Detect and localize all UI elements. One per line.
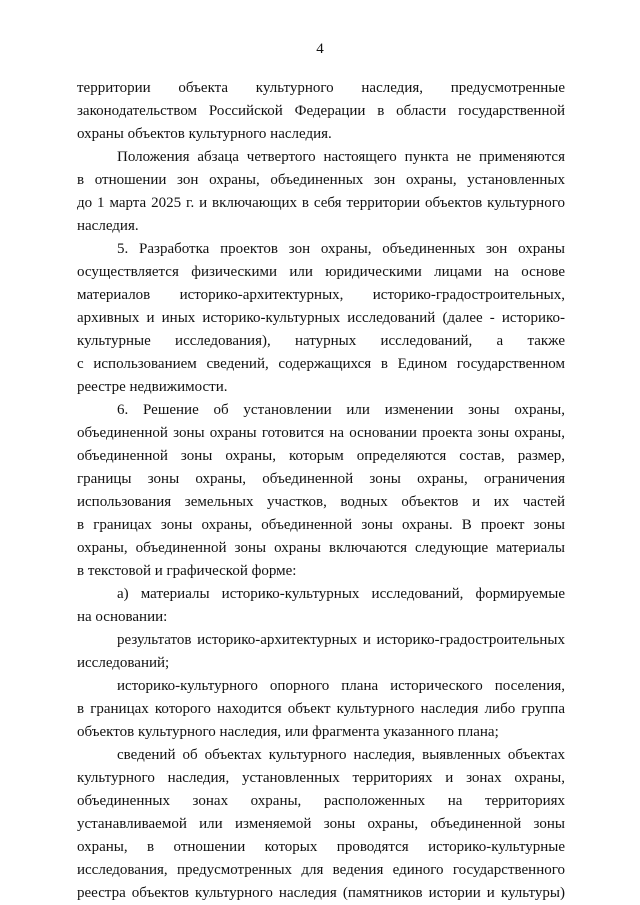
text-line: охраны, объединенной зоны охраны включаются следующие материалы xyxy=(77,540,565,556)
text-line: территории объекта культурного наследия, предусмотренные xyxy=(77,80,565,96)
text-line: а) материалы историко-культурных исследований, формируемые xyxy=(117,586,565,602)
paragraph-subitem-a xyxy=(77,583,565,629)
text-line: объединенной зоны охраны, которым определяются состав, размер, xyxy=(77,448,565,464)
text-line: культурные исследования), натурных исследований, а также xyxy=(77,333,565,349)
paragraph-item-5 xyxy=(77,238,565,399)
text-line: объединенной зоны охраны готовится на основании проекта зоны охраны, xyxy=(77,425,565,441)
text-line: реестре недвижимости. xyxy=(77,379,228,395)
text-line: в границах которого находится объект культурного наследия либо группа xyxy=(77,701,565,717)
text-line: в границах зоны охраны, объединенной зоны охраны. В проект зоны xyxy=(77,517,565,533)
text-line: результатов историко-архитектурных и историко-градостроительных xyxy=(117,632,565,648)
text-line: архивных и иных историко-культурных исследований (далее - историко- xyxy=(77,310,565,326)
text-line: до 1 марта 2025 г. и включающих в себя территории объектов культурного xyxy=(77,195,565,211)
text-line: сведений об объектах культурного наследия, выявленных объектах xyxy=(117,747,565,763)
text-line: исследований; xyxy=(77,655,170,671)
paragraph-reference-plan xyxy=(77,675,565,744)
text-line: охраны объектов культурного наследия. xyxy=(77,126,332,142)
text-line: реестра объектов культурного наследия (памятников истории и культуры) xyxy=(77,885,565,901)
text-line: на основании: xyxy=(77,609,168,625)
paragraph-heritage-info xyxy=(77,744,565,905)
text-line: в текстовой и графической форме: xyxy=(77,563,297,579)
text-line: охраны, в отношении которых проводятся историко-культурные xyxy=(77,839,565,855)
text-line: материалов историко-архитектурных, историко-градостроительных, xyxy=(77,287,565,303)
text-line: Положения абзаца четвертого настоящего пункта не применяются xyxy=(117,149,565,165)
text-line: исследования, предусмотренных для ведения единого государственного xyxy=(77,862,565,878)
text-line: наследия. xyxy=(77,218,139,234)
page-number: 4 xyxy=(316,41,324,57)
text-line: 5. Разработка проектов зон охраны, объединенных зон охраны xyxy=(117,241,565,257)
text-line: 6. Решение об установлении или изменении зоны охраны, xyxy=(117,402,565,418)
document-body xyxy=(77,77,565,905)
paragraph-item-6 xyxy=(77,399,565,583)
paragraph-results-of-studies xyxy=(77,629,565,675)
text-line: культурного наследия, установленных территориях и зонах охраны, xyxy=(77,770,565,786)
text-line: границы зоны охраны, объединенной зоны охраны, ограничения xyxy=(77,471,565,487)
text-line: законодательством Российской Федерации в области государственной xyxy=(77,103,565,119)
text-line: в отношении зон охраны, объединенных зон охраны, установленных xyxy=(77,172,565,188)
paragraph-territory-continuation xyxy=(77,77,565,146)
text-line: устанавливаемой или изменяемой зоны охраны, объединенной зоны xyxy=(77,816,565,832)
text-line: историко-культурного опорного плана исторического поселения, xyxy=(117,678,565,694)
text-line: с использованием сведений, содержащихся в Едином государственном xyxy=(77,356,565,372)
text-line: объектов культурного наследия, или фрагмента указанного плана; xyxy=(77,724,499,740)
text-line: осуществляется физическими или юридическими лицами на основе xyxy=(77,264,565,280)
text-line: использования земельных участков, водных объектов и их частей xyxy=(77,494,565,510)
paragraph-exception-clause xyxy=(77,146,565,238)
text-line: объединенных зонах охраны, расположенных на территориях xyxy=(77,793,565,809)
